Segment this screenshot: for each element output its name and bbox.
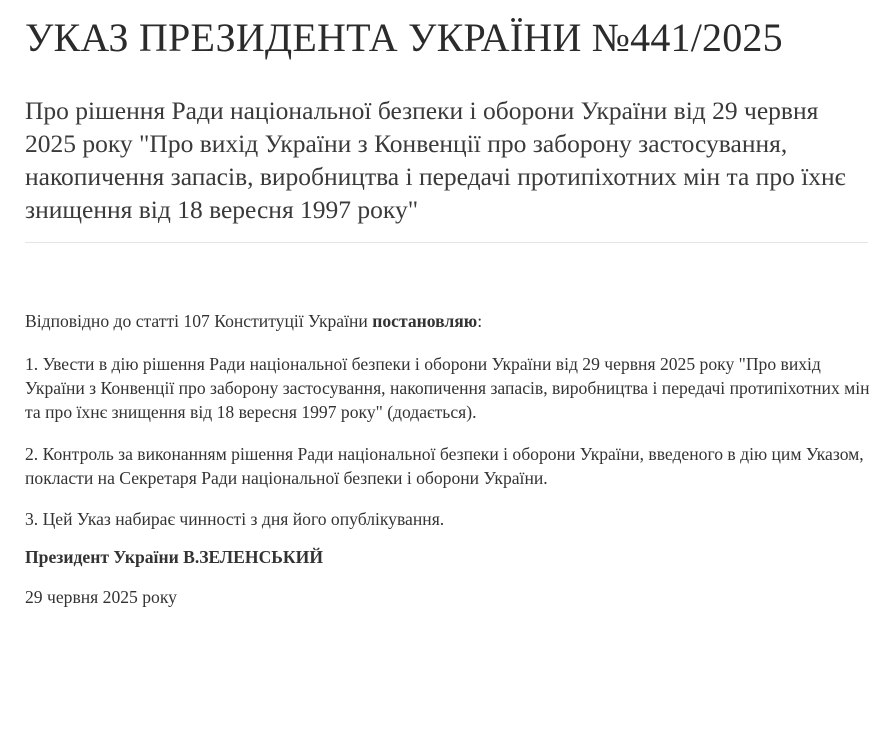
decree-date: 29 червня 2025 року [25, 587, 177, 607]
paragraph-3: 3. Цей Указ набирає чинності з дня його опублікування. [25, 509, 445, 529]
decree-document [25, 0, 870, 629]
intro-paragraph [25, 309, 870, 333]
paragraph-1: 1. Увести в дію рішення Ради національної безпеки і оборони України від 29 червня 2025 року "Про вихід України з Конвенції про заборону застосування, накопичення запасів, виробництва і передачі протипіхотних мін та про їхнє знищення від 18 вересня 1997 року" (додається). [25, 354, 870, 422]
divider [25, 242, 868, 243]
paragraph-2: 2. Контроль за виконанням рішення Ради національної безпеки і оборони України, введеного в дію цим Указом, покласти на Секретаря Ради національної безпеки і оборони України. [25, 444, 864, 488]
decree-subtitle: Про рішення Ради національної безпеки і оборони України від 29 червня 2025 року "Про вихід України з Конвенції про заборону застосування, накопичення запасів, виробництва і передачі протипіхотних мін та про їхнє знищення від 18 вересня 1997 року" [25, 96, 846, 224]
decree-body [25, 309, 870, 609]
signature: Президент України В.ЗЕЛЕНСЬКИЙ [25, 547, 324, 567]
page-title: УКАЗ ПРЕЗИДЕНТА УКРАЇНИ №441/2025 [25, 15, 783, 60]
intro-bold-word: постановляю [372, 311, 478, 331]
intro-prefix: Відповідно до статті 107 Конституції України [25, 311, 373, 331]
intro-suffix: : [477, 311, 483, 331]
